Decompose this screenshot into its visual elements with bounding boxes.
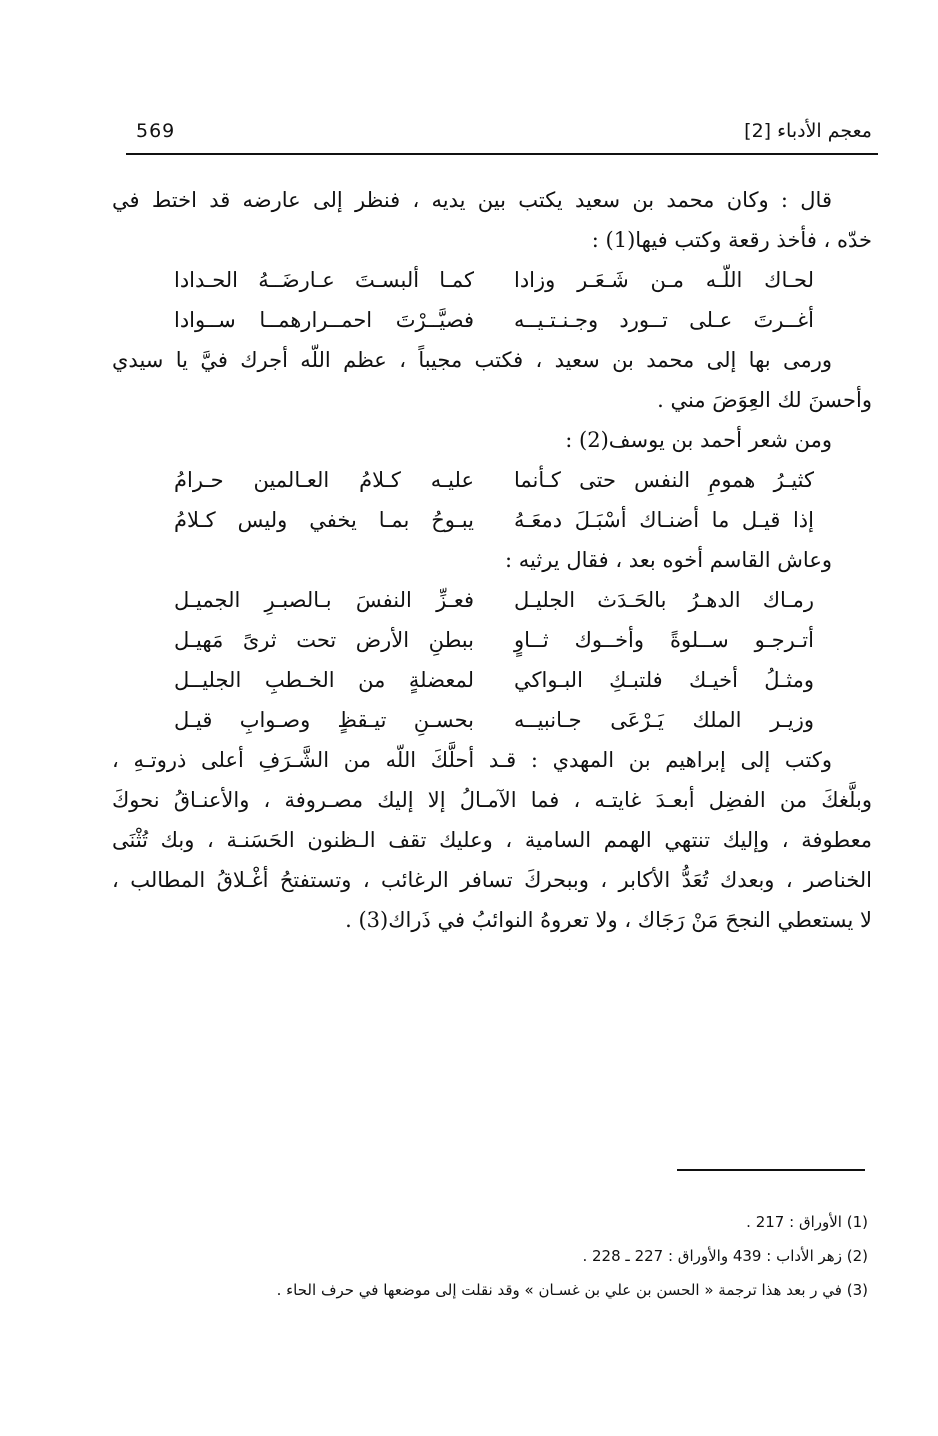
verse-first-hemistich: لحـاك اللّـه مـن شَـعَـر وزادا <box>514 268 814 292</box>
footnote: (3) في ر بعد هذا ترجمة « الحسن بن علي بن غسـان » وقد نقلت إلى موضعها في حرف الحاء . <box>276 1281 868 1299</box>
footnote: (1) الأوراق : 217 . <box>746 1213 868 1231</box>
verse-first-hemistich: رمـاك الدهـرُ بالحَـدَث الجليـل <box>514 588 814 612</box>
paragraph-line: وعاش القاسم أخوه بعد ، فقال يرثيه : <box>505 548 832 572</box>
verse-line <box>112 580 872 620</box>
paragraph-line: وأحسنَ لك العِوَضَ مني . <box>657 388 872 412</box>
verse-line <box>112 620 872 660</box>
paragraph-line: وبلَّغكَ من الفضِل أبعـدَ غايتـه ، فما الآمـالُ إلا إليك مصـروفة ، والأعنـاقُ نحوكَ <box>112 788 872 812</box>
verse-second-hemistich: فصيَّــرْتَ احمــرارهمــا ســوادا <box>174 308 474 332</box>
paragraph-line: ومن شعر أحمد بن يوسف(2) : <box>565 428 832 452</box>
verse-second-hemistich: عليـه كـلامُ العـالمين حـرامُ <box>174 468 474 492</box>
footnotes <box>88 1205 868 1307</box>
verse-first-hemistich: وزيـر الملك يَـرْعَى جـانبيــه <box>514 708 814 732</box>
verse-line <box>112 660 872 700</box>
verse-first-hemistich: أغــرتَ عـلى تــورد وجـنـتـيــه <box>514 308 814 332</box>
verse-first-hemistich: ومثـلُ أخيـك فلتبـكِ البـواكي <box>514 668 814 692</box>
verse-line <box>112 460 872 500</box>
page-header <box>128 118 878 152</box>
page-number: 569 <box>136 120 176 142</box>
running-head: معجم الأدباء [2] <box>744 120 872 142</box>
paragraph-line: الخناصر ، وبعدك تُعَدُّ الأكابر ، وببحركَ تسافر الرغائب ، وتستفتحُ أغْـلاقُ المطالب ، <box>112 868 872 892</box>
verse-second-hemistich: بحسـنِ تيـقظٍ وصـوابِ قيـل <box>174 708 474 732</box>
paragraph-line: ورمى بها إلى محمد بن سعيد ، فكتب مجيباً ، عظم اللّه أجرك فيَّ يا سيدي <box>112 348 832 372</box>
paragraph-line: قال : وكان محمد بن سعيد يكتب بين يديه ، فنظر إلى عارضه قد اختط في <box>112 188 832 212</box>
verse-first-hemistich: إذا قيـل ما أضنـاك أسْبَـلَ دمعَـهُ <box>514 508 814 532</box>
paragraph-line: لا يستعطي النجحَ مَنْ رَجَاك ، ولا تعروهُ النوائبُ في ذَراك(3) . <box>345 908 872 932</box>
verse-second-hemistich: لمعضلةٍ من الخـطبِ الجليــل <box>174 668 474 692</box>
main-text <box>112 180 872 940</box>
verse-line <box>112 500 872 540</box>
footnote: (2) زهر الأداب : 439 والأوراق : 227 ـ 228 . <box>582 1247 868 1265</box>
paragraph-line: وكتب إلى إبراهيم بن المهدي : قـد أحلَّكَ اللّه من الشَّـرَفِ أعلى ذروتـهِ ، <box>112 748 832 772</box>
verse-second-hemistich: فعـزِّ النفسَ بـالصبـرِ الجميـل <box>174 588 474 612</box>
verse-first-hemistich: كثيـرُ همومِ النفس حتى كـأنما <box>514 468 814 492</box>
verse-second-hemistich: يبـوحُ بمـا يخفي وليس كـلامُ <box>174 508 474 532</box>
paragraph-line: معطوفة ، وإليك تنتهي الهمم السامية ، وعليك تقف الـظنون الحَسَنـة ، وبك تُثْنَى <box>112 828 872 852</box>
header-rule <box>126 153 878 155</box>
verse-line <box>112 700 872 740</box>
verse-second-hemistich: ببطنِ الأرض تحت ثرىً مَهيـل <box>174 628 474 652</box>
verse-line <box>112 260 872 300</box>
verse-second-hemistich: كمـا ألبسـتَ عـارضَــهُ الحـدادا <box>174 268 474 292</box>
verse-line <box>112 300 872 340</box>
verse-first-hemistich: أتـرجـو ســلوةً وأخــوك ثــاوٍ <box>514 628 814 652</box>
footnote-rule <box>677 1169 865 1171</box>
paragraph-line: خدّه ، فأخذ رقعة وكتب فيها(1) : <box>591 228 872 252</box>
